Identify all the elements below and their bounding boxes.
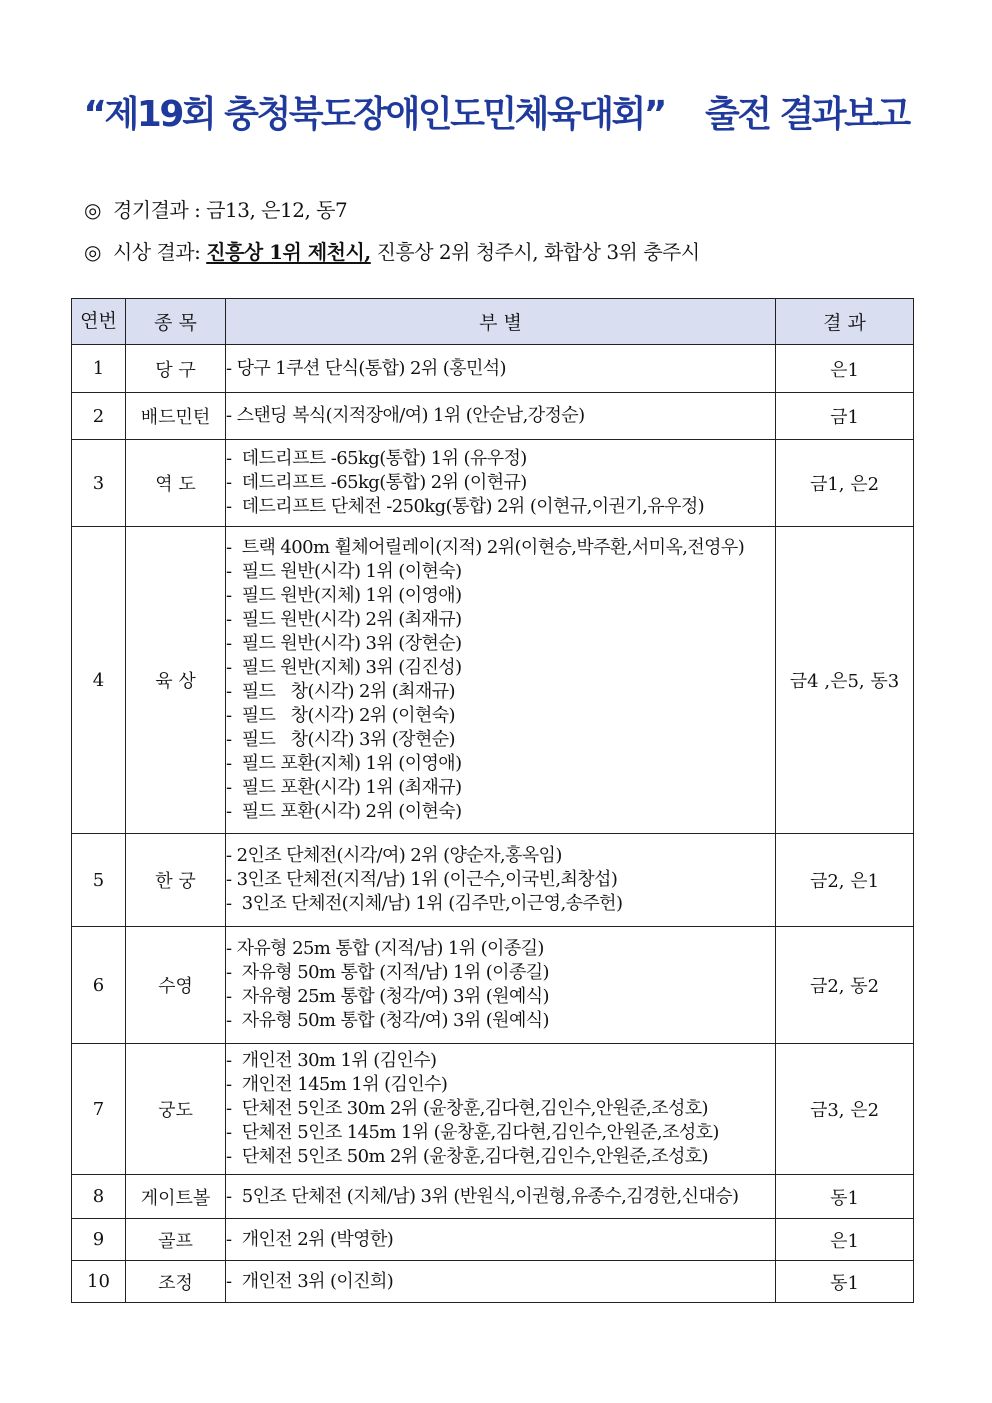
row-result: 동1 bbox=[776, 1175, 914, 1219]
division-line: - 단체전 5인조 30m 2위 (윤창훈,김다현,김인수,안원준,조성호) bbox=[226, 1098, 708, 1119]
header-event: 종 목 bbox=[126, 299, 226, 345]
division-line: - 데드리프트 -65kg(통합) 1위 (유우정) bbox=[226, 448, 527, 469]
division-line: - 필드 포환(지체) 1위 (이영애) bbox=[226, 753, 462, 774]
table-row bbox=[72, 1261, 914, 1303]
table-row bbox=[72, 1044, 914, 1175]
row-event: 한 궁 bbox=[126, 834, 226, 927]
division-line: - 필드 원반(지체) 1위 (이영애) bbox=[226, 585, 462, 606]
division-line: - 필드 창(시각) 2위 (최재규) bbox=[226, 681, 455, 702]
table-row bbox=[72, 927, 914, 1044]
row-result: 은1 bbox=[776, 1219, 914, 1261]
row-no: 8 bbox=[72, 1175, 126, 1219]
row-no: 9 bbox=[72, 1219, 126, 1261]
division-line: - 2인조 단체전(시각/여) 2위 (양순자,홍옥임) bbox=[226, 845, 562, 866]
row-result: 동1 bbox=[776, 1261, 914, 1303]
row-division bbox=[226, 834, 776, 927]
division-line: - 3인조 단체전(지적/남) 1위 (이근수,이국빈,최창섭) bbox=[226, 869, 618, 890]
division-line: - 개인전 145m 1위 (김인수) bbox=[226, 1074, 448, 1095]
division-line: - 단체전 5인조 145m 1위 (윤창훈,김다현,김인수,안원준,조성호) bbox=[226, 1122, 719, 1143]
table-row bbox=[72, 345, 914, 393]
row-division bbox=[226, 927, 776, 1044]
row-no: 6 bbox=[72, 927, 126, 1044]
division-line: - 데드리프트 단체전 -250kg(통합) 2위 (이현규,이권기,유우정) bbox=[226, 496, 705, 517]
row-event: 육 상 bbox=[126, 527, 226, 834]
header-result: 결 과 bbox=[776, 299, 914, 345]
row-no: 2 bbox=[72, 393, 126, 440]
division-line: - 필드 원반(지체) 3위 (김진성) bbox=[226, 657, 462, 678]
division-line: - 개인전 2위 (박영한) bbox=[226, 1228, 394, 1250]
division-line: - 데드리프트 -65kg(통합) 2위 (이현규) bbox=[226, 472, 527, 493]
table-row bbox=[72, 834, 914, 927]
division-line: - 당구 1쿠션 단식(통합) 2위 (홍민석) bbox=[226, 357, 506, 379]
result-table bbox=[71, 298, 914, 1303]
row-no: 3 bbox=[72, 440, 126, 527]
row-event: 당 구 bbox=[126, 345, 226, 393]
title-sub: 출전 결과보고 bbox=[704, 94, 909, 135]
row-event: 궁도 bbox=[126, 1044, 226, 1175]
double-circle-icon: ◎ bbox=[84, 198, 101, 222]
row-no: 4 bbox=[72, 527, 126, 834]
table-row bbox=[72, 527, 914, 834]
award-rest: 진흥상 2위 청주시, 화합상 3위 충주시 bbox=[376, 240, 700, 264]
award-result-summary bbox=[84, 236, 700, 265]
division-line: - 필드 창(시각) 3위 (장현순) bbox=[226, 729, 455, 750]
row-division bbox=[226, 1044, 776, 1175]
row-result: 금4 ,은5, 동3 bbox=[776, 527, 914, 834]
division-line: - 자유형 50m 통합 (청각/여) 3위 (원예식) bbox=[226, 1010, 549, 1031]
header-division: 부 별 bbox=[226, 299, 776, 345]
row-division bbox=[226, 1219, 776, 1261]
division-line: - 필드 포환(시각) 2위 (이현숙) bbox=[226, 801, 462, 822]
table-body bbox=[72, 345, 914, 1303]
division-line: - 자유형 50m 통합 (지적/남) 1위 (이종길) bbox=[226, 962, 549, 983]
table-header-row bbox=[72, 299, 914, 345]
row-event: 수영 bbox=[126, 927, 226, 1044]
row-result: 금3, 은2 bbox=[776, 1044, 914, 1175]
row-event: 조정 bbox=[126, 1261, 226, 1303]
division-line: - 필드 포환(시각) 1위 (최재규) bbox=[226, 777, 462, 798]
division-line: - 개인전 3위 (이진희) bbox=[226, 1270, 394, 1292]
game-result-summary bbox=[84, 194, 347, 223]
division-line: - 개인전 30m 1위 (김인수) bbox=[226, 1050, 437, 1071]
division-line: - 필드 원반(시각) 3위 (장현순) bbox=[226, 633, 462, 654]
division-line: - 3인조 단체전(지체/남) 1위 (김주만,이근영,송주헌) bbox=[226, 893, 623, 914]
award-label: 시상 결과: bbox=[112, 240, 201, 264]
division-line: - 필드 창(시각) 2위 (이현숙) bbox=[226, 705, 455, 726]
division-line: - 5인조 단체전 (지체/남) 3위 (반원식,이권형,유종수,김경한,신대승) bbox=[226, 1185, 739, 1207]
row-division bbox=[226, 345, 776, 393]
table-row bbox=[72, 393, 914, 440]
division-line: - 자유형 25m 통합 (지적/남) 1위 (이종길) bbox=[226, 938, 544, 959]
row-result: 금2, 동2 bbox=[776, 927, 914, 1044]
row-result: 금2, 은1 bbox=[776, 834, 914, 927]
row-division bbox=[226, 393, 776, 440]
row-result: 금1 bbox=[776, 393, 914, 440]
header-no: 연번 bbox=[72, 299, 126, 345]
division-line: - 트랙 400m 휠체어릴레이(지적) 2위(이현승,박주환,서미옥,전영우) bbox=[226, 537, 745, 558]
table-row bbox=[72, 1219, 914, 1261]
row-no: 5 bbox=[72, 834, 126, 927]
row-result: 금1, 은2 bbox=[776, 440, 914, 527]
row-no: 7 bbox=[72, 1044, 126, 1175]
table-row bbox=[72, 440, 914, 527]
row-division bbox=[226, 527, 776, 834]
row-division bbox=[226, 1261, 776, 1303]
row-no: 1 bbox=[72, 345, 126, 393]
row-result: 은1 bbox=[776, 345, 914, 393]
row-event: 골프 bbox=[126, 1219, 226, 1261]
row-division bbox=[226, 1175, 776, 1219]
double-circle-icon: ◎ bbox=[84, 240, 101, 264]
division-line: - 자유형 25m 통합 (청각/여) 3위 (원예식) bbox=[226, 986, 549, 1007]
division-line: - 스탠딩 복식(지적장애/여) 1위 (안순남,강정순) bbox=[226, 405, 585, 426]
award-highlight: 진흥상 1위 제천시, bbox=[206, 240, 371, 264]
game-result-text: 경기결과 : 금13, 은12, 동7 bbox=[112, 198, 348, 222]
division-line: - 필드 원반(시각) 1위 (이현숙) bbox=[226, 561, 462, 582]
division-line: - 단체전 5인조 50m 2위 (윤창훈,김다현,김인수,안원준,조성호) bbox=[226, 1146, 708, 1167]
division-line: - 필드 원반(시각) 2위 (최재규) bbox=[226, 609, 462, 630]
row-division bbox=[226, 440, 776, 527]
row-event: 게이트볼 bbox=[126, 1175, 226, 1219]
row-no: 10 bbox=[72, 1261, 126, 1303]
report-title bbox=[0, 86, 992, 137]
row-event: 역 도 bbox=[126, 440, 226, 527]
table-row bbox=[72, 1175, 914, 1219]
row-event: 배드민턴 bbox=[126, 393, 226, 440]
title-main: “제19회 충청북도장애인도민체육대회” bbox=[83, 94, 665, 135]
